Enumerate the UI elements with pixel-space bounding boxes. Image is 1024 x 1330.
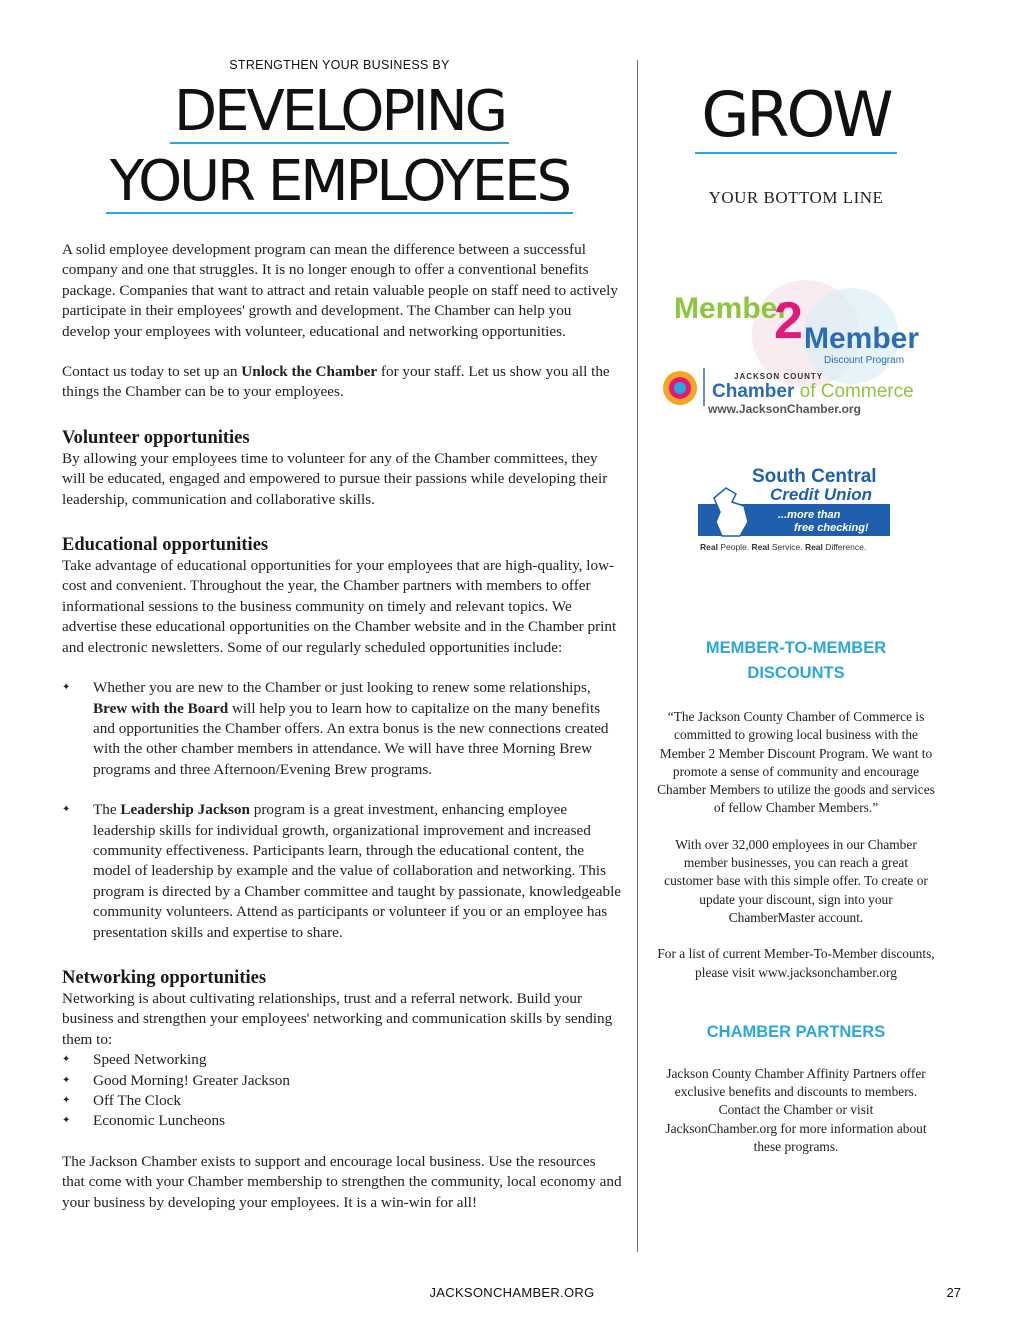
m2m-heading-line-1: MEMBER-TO-MEMBER: [705, 639, 887, 657]
bullet-icon: ✦: [62, 682, 71, 694]
bullet-text-a: Whether you are new to the Chamber or just looking to renew some relationships,: [93, 679, 591, 697]
educational-heading: Educational opportunities: [62, 535, 269, 556]
list-item: [62, 1111, 622, 1131]
networking-item: Off The Clock: [93, 1092, 182, 1109]
bullet-icon: ✦: [62, 1115, 71, 1127]
bullet-icon: ✦: [62, 1095, 71, 1106]
m2m-chamber: Chamber of Commerce: [712, 381, 914, 402]
page-headline: [62, 72, 617, 214]
article-body: [62, 240, 622, 1213]
intro-paragraph: A solid employee development program can mean the difference between a successful company and one that struggles. It is no longer enough to offer a conventional benefits package. Companies that want to attract and retain valuable people on staff need to actively participate in their employees' growth and development. The Chamber can help you develop your employees with volunteer, educational and networking opportunities.: [62, 241, 618, 340]
sccu-logo: [696, 462, 896, 558]
list-item: [62, 1071, 622, 1091]
bullet-text-a: The: [93, 801, 121, 819]
headline-line-1: DEVELOPING: [170, 84, 509, 144]
m2m-url: www.JacksonChamber.org: [708, 402, 861, 416]
m2m-logo-graphic: [656, 276, 936, 416]
networking-paragraph: Networking is about cultivating relationships, trust and a referral network. Build your business and strengthen your employees' networking and communication skills by sending them to:: [62, 989, 613, 1048]
m2m-discounts-heading: [650, 636, 942, 686]
left-column: [62, 58, 622, 1213]
headline-line-2: YOUR EMPLOYEES: [106, 150, 573, 214]
educational-list: [62, 678, 622, 943]
bullet-icon: ✦: [62, 1054, 71, 1066]
networking-item: Economic Luncheons: [93, 1112, 226, 1130]
member2member-logo: [656, 276, 936, 416]
bullet-icon: ✦: [62, 804, 71, 816]
grow-title: GROW: [701, 78, 891, 151]
sccu-tag-2: free checking!: [794, 522, 869, 534]
bottom-line-subtitle: YOUR BOTTOM LINE: [708, 188, 884, 207]
list-item: [62, 800, 622, 943]
list-item: [62, 1050, 622, 1070]
bullet-text-b: will help you to learn how to capitalize on the many benefits and opportunities the Chamber offers. An extra bonus is the new connections created with the other chamber members in attendance. We will have three Morning Brew programs and three Afternoon/Evening Brew programs.: [93, 699, 609, 778]
m2m-two: 2: [774, 292, 803, 350]
unlock-chamber-bold: Unlock the Chamber: [241, 363, 378, 381]
m2m-county: JACKSON COUNTY: [734, 372, 824, 381]
closing-paragraph: The Jackson Chamber exists to support and encourage local business. Use the resources that come with your Chamber membership to strengthen the community, local economy and your business by developing your employees. It is a win-win for all!: [62, 1152, 622, 1211]
partners-paragraph: Jackson County Chamber Affinity Partners offer exclusive benefits and discounts to members. Contact the Chamber or visit JacksonChamber.org for more information about these programs.: [665, 1065, 927, 1155]
chamber-partners-heading: CHAMBER PARTNERS: [706, 1022, 886, 1041]
brew-board-bold: Brew with the Board: [93, 699, 229, 717]
m2m-heading-line-2: DISCOUNTS: [747, 664, 845, 682]
grow-underline: [695, 152, 897, 154]
contact-paragraph: [62, 362, 622, 403]
networking-item: Good Morning! Greater Jackson: [93, 1071, 290, 1089]
volunteer-heading: Volunteer opportunities: [62, 427, 250, 448]
bullet-icon: ✦: [62, 1074, 71, 1086]
networking-heading: Networking opportunities: [62, 967, 267, 988]
column-divider: [637, 60, 638, 1252]
contact-text-a: Contact us today to set up an: [62, 363, 242, 381]
m2m-member-word-2: Member: [804, 322, 920, 355]
educational-paragraph: Take advantage of educational opportunities for your employees that are high-quality, low-cost and convenient. Throughout the year, the Chamber partners with members to offer informational sessions to the business community on timely and relevant topics. We advertise these educational opportunities on the Chamber website and in the Chamber print and electronic newsletters. Some of our regularly scheduled opportunities include:: [62, 557, 617, 656]
m2m-discount: Discount Program: [824, 355, 905, 366]
employees-paragraph: With over 32,000 employees in our Chamber member businesses, you can reach a great customer base with this simple offer. To create or update your discount, sign into your ChamberMaster account.: [664, 836, 928, 925]
leadership-jackson-bold: Leadership Jackson: [120, 801, 250, 819]
sccu-name-2: Credit Union: [770, 485, 872, 504]
sccu-logo-graphic: [696, 462, 896, 558]
volunteer-paragraph: By allowing your employees time to volunteer for any of the Chamber committees, they will be educated, engaged and empowered to pursue their passions while developing their leadership, communication and collaborative skills.: [62, 449, 608, 508]
m2m-quote: “The Jackson County Chamber of Commerce is committed to growing local business with the Member 2 Member Discount Program. We want to promote a sense of community and encourage Chamber Members to utilize the goods and services of fellow Chamber Members.”: [657, 709, 935, 816]
sccu-name-1: South Central: [752, 466, 877, 487]
discount-list-note: For a list of current Member-To-Member discounts, please visit www.jacksonchamber.org: [657, 946, 935, 980]
list-item: [62, 678, 622, 780]
networking-item: Speed Networking: [93, 1051, 207, 1069]
kicker-text: STRENGTHEN YOUR BUSINESS BY: [229, 58, 450, 72]
m2m-member-word: Member: [674, 292, 790, 325]
networking-list: [62, 1050, 622, 1132]
bullet-text-b: program is a great investment, enhancing employee leadership skills for individual growth, organizational improvement and increased community effectiveness. Participants learn, through the educational content, the model of leadership by example and the value of collaboration and networking. This program is directed by a Chamber committee and taught by passionate, knowledgeable community volunteers. Attend as participants or volunteer if you or an employee has presentation skills and expertise to share.: [93, 801, 622, 941]
contact-text-b: for your staff. Let us show you all the things the Chamber can be to your employees.: [62, 363, 610, 401]
page-number: 27: [946, 1285, 961, 1300]
footer-website: JACKSONCHAMBER.ORG: [429, 1285, 595, 1300]
sccu-real-line: Real People. Real Service. Real Difference.: [700, 542, 867, 552]
sccu-tag-1: ...more than: [778, 509, 841, 521]
list-item: [62, 1091, 622, 1111]
right-sidebar: [650, 58, 942, 1156]
